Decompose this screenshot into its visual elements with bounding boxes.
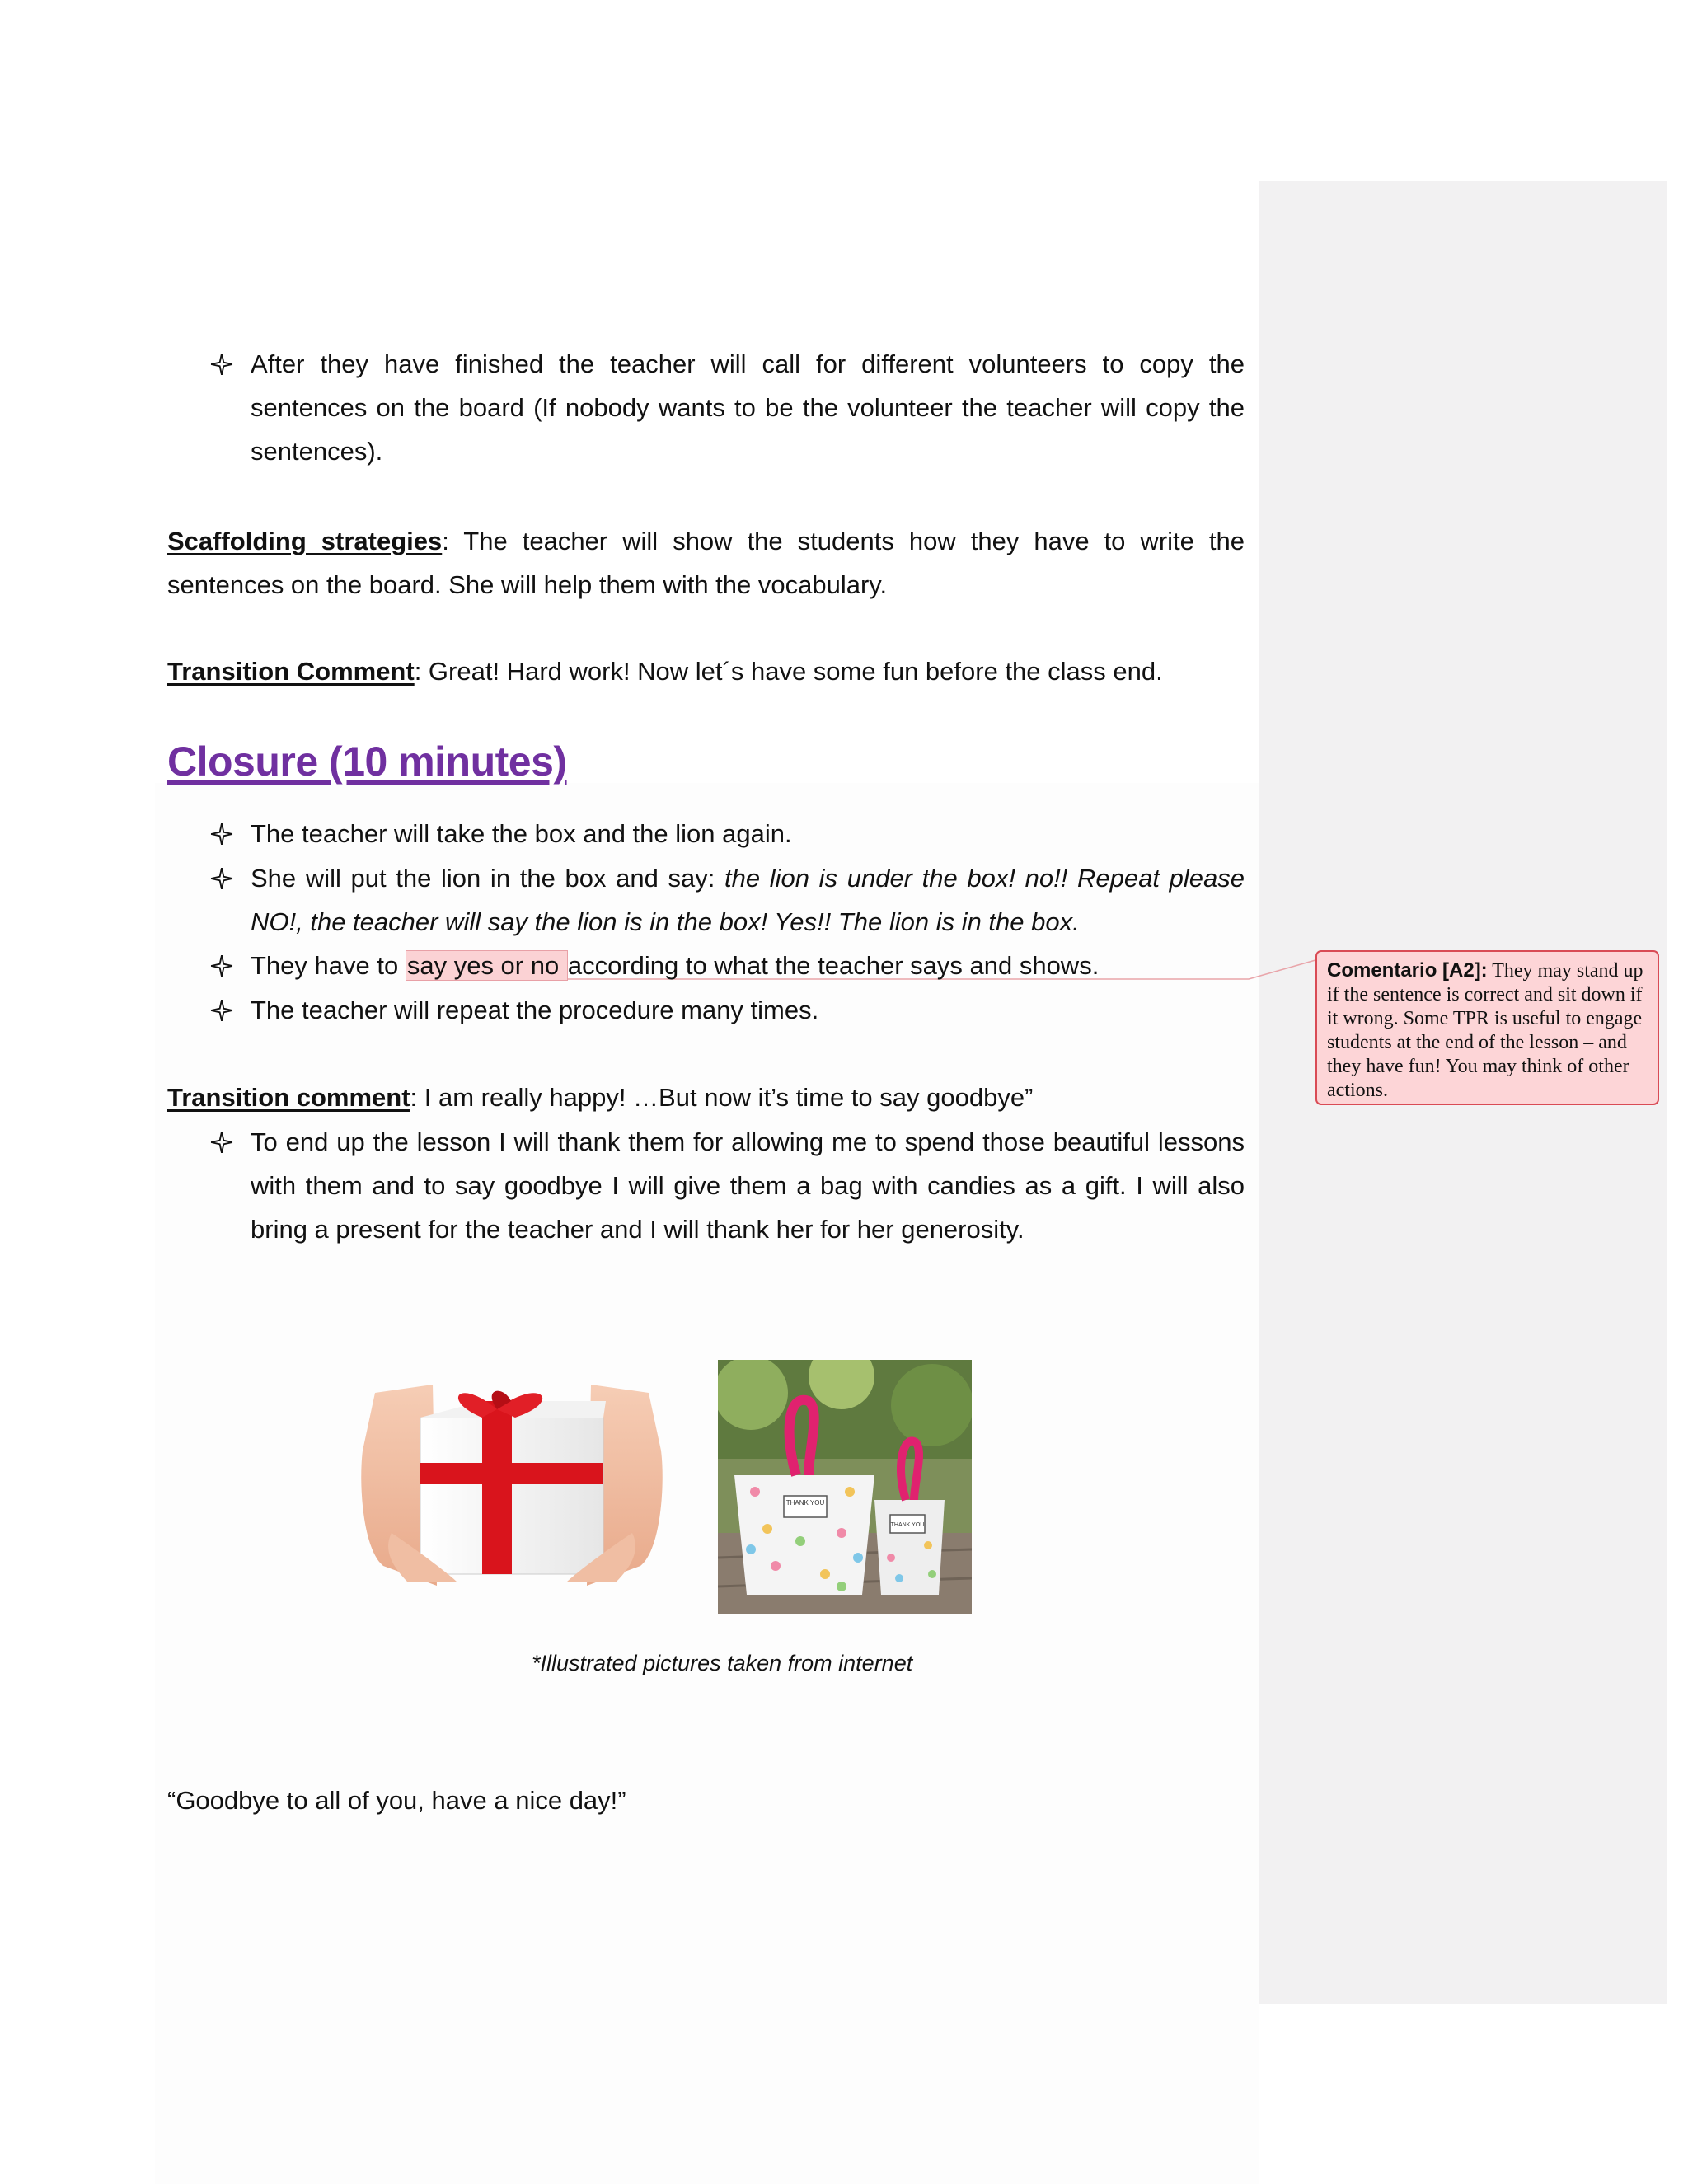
closure-bullet-2-plain: She will put the lion in the box and say: — [251, 864, 725, 893]
closure-bullet-3-after: according to what the teacher says and shows. — [567, 951, 1100, 980]
image-caption: *Illustrated pictures taken from internet — [532, 1651, 913, 1675]
transition-text-2: : I am really happy! …But now it’s time to say goodbye” — [410, 1083, 1034, 1112]
transition-label-2: Transition comment — [167, 1083, 410, 1112]
four-point-star-icon — [207, 812, 237, 855]
scaffolding-label: Scaffolding strategies — [167, 527, 443, 555]
closure-bullet-2 — [251, 856, 1245, 944]
scaffolding-paragraph — [167, 519, 1245, 607]
transition-comment-2 — [167, 1076, 1245, 1119]
four-point-star-icon — [207, 342, 237, 386]
gift-bags-image — [718, 1360, 972, 1614]
closure-bullet-2-italic: the lion is under the box! no!! Repeat please NO!, the teacher will say the lion is in the box! Yes!! The lion is in the box. — [251, 864, 1245, 936]
transition-comment-1 — [167, 649, 1245, 693]
bag-label-1: THANK YOU — [785, 1499, 825, 1507]
bag-label-2: THANK YOU — [890, 1522, 925, 1528]
bullet-after-text: After they have finished the teacher will call for different volunteers to copy the sentences on the board (If nobody wants to be the volunteer the teacher will copy the sentences). — [251, 349, 1245, 466]
transition-label-1: Transition Comment — [167, 657, 415, 686]
four-point-star-icon — [207, 856, 237, 900]
scaffolding-text: : The teacher will show the students how they have to write the sentences on the board. She will help them with the vocabulary. — [167, 527, 1245, 599]
closure-heading: Closure (10 minutes) — [167, 738, 567, 785]
comment-text: They may stand up if the sentence is correct and sit down if it wrong. Some TPR is useful to engage students at the end of the lesson – and they have fun! You may think of other actions. — [1327, 960, 1643, 1101]
closure-bullet-4: The teacher will repeat the procedure many times. — [251, 996, 819, 1024]
comment-balloon[interactable] — [1315, 950, 1659, 1105]
gift-box-image — [359, 1385, 665, 1586]
closure-bullet-3 — [251, 944, 1245, 987]
closure-bullet-1: The teacher will take the box and the lion again. — [251, 819, 792, 848]
bullet-end-text: To end up the lesson I will thank them for allowing me to spend those beautiful lessons with them and to say goodbye I will give them a bag with candies as a gift. I will also bring a present for the teacher and I will thank her for her generosity. — [251, 1127, 1245, 1244]
closure-bullet-3-before: They have to — [251, 951, 406, 980]
four-point-star-icon — [207, 1120, 237, 1164]
four-point-star-icon — [207, 944, 237, 987]
comment-label: Comentario [A2]: — [1327, 959, 1488, 982]
commented-text-highlight[interactable]: say yes or no — [406, 951, 566, 980]
transition-text-1: : Great! Hard work! Now let´s have some fun before the class end. — [414, 657, 1163, 686]
four-point-star-icon — [207, 988, 237, 1032]
goodbye-line: “Goodbye to all of you, have a nice day!” — [167, 1786, 626, 1815]
